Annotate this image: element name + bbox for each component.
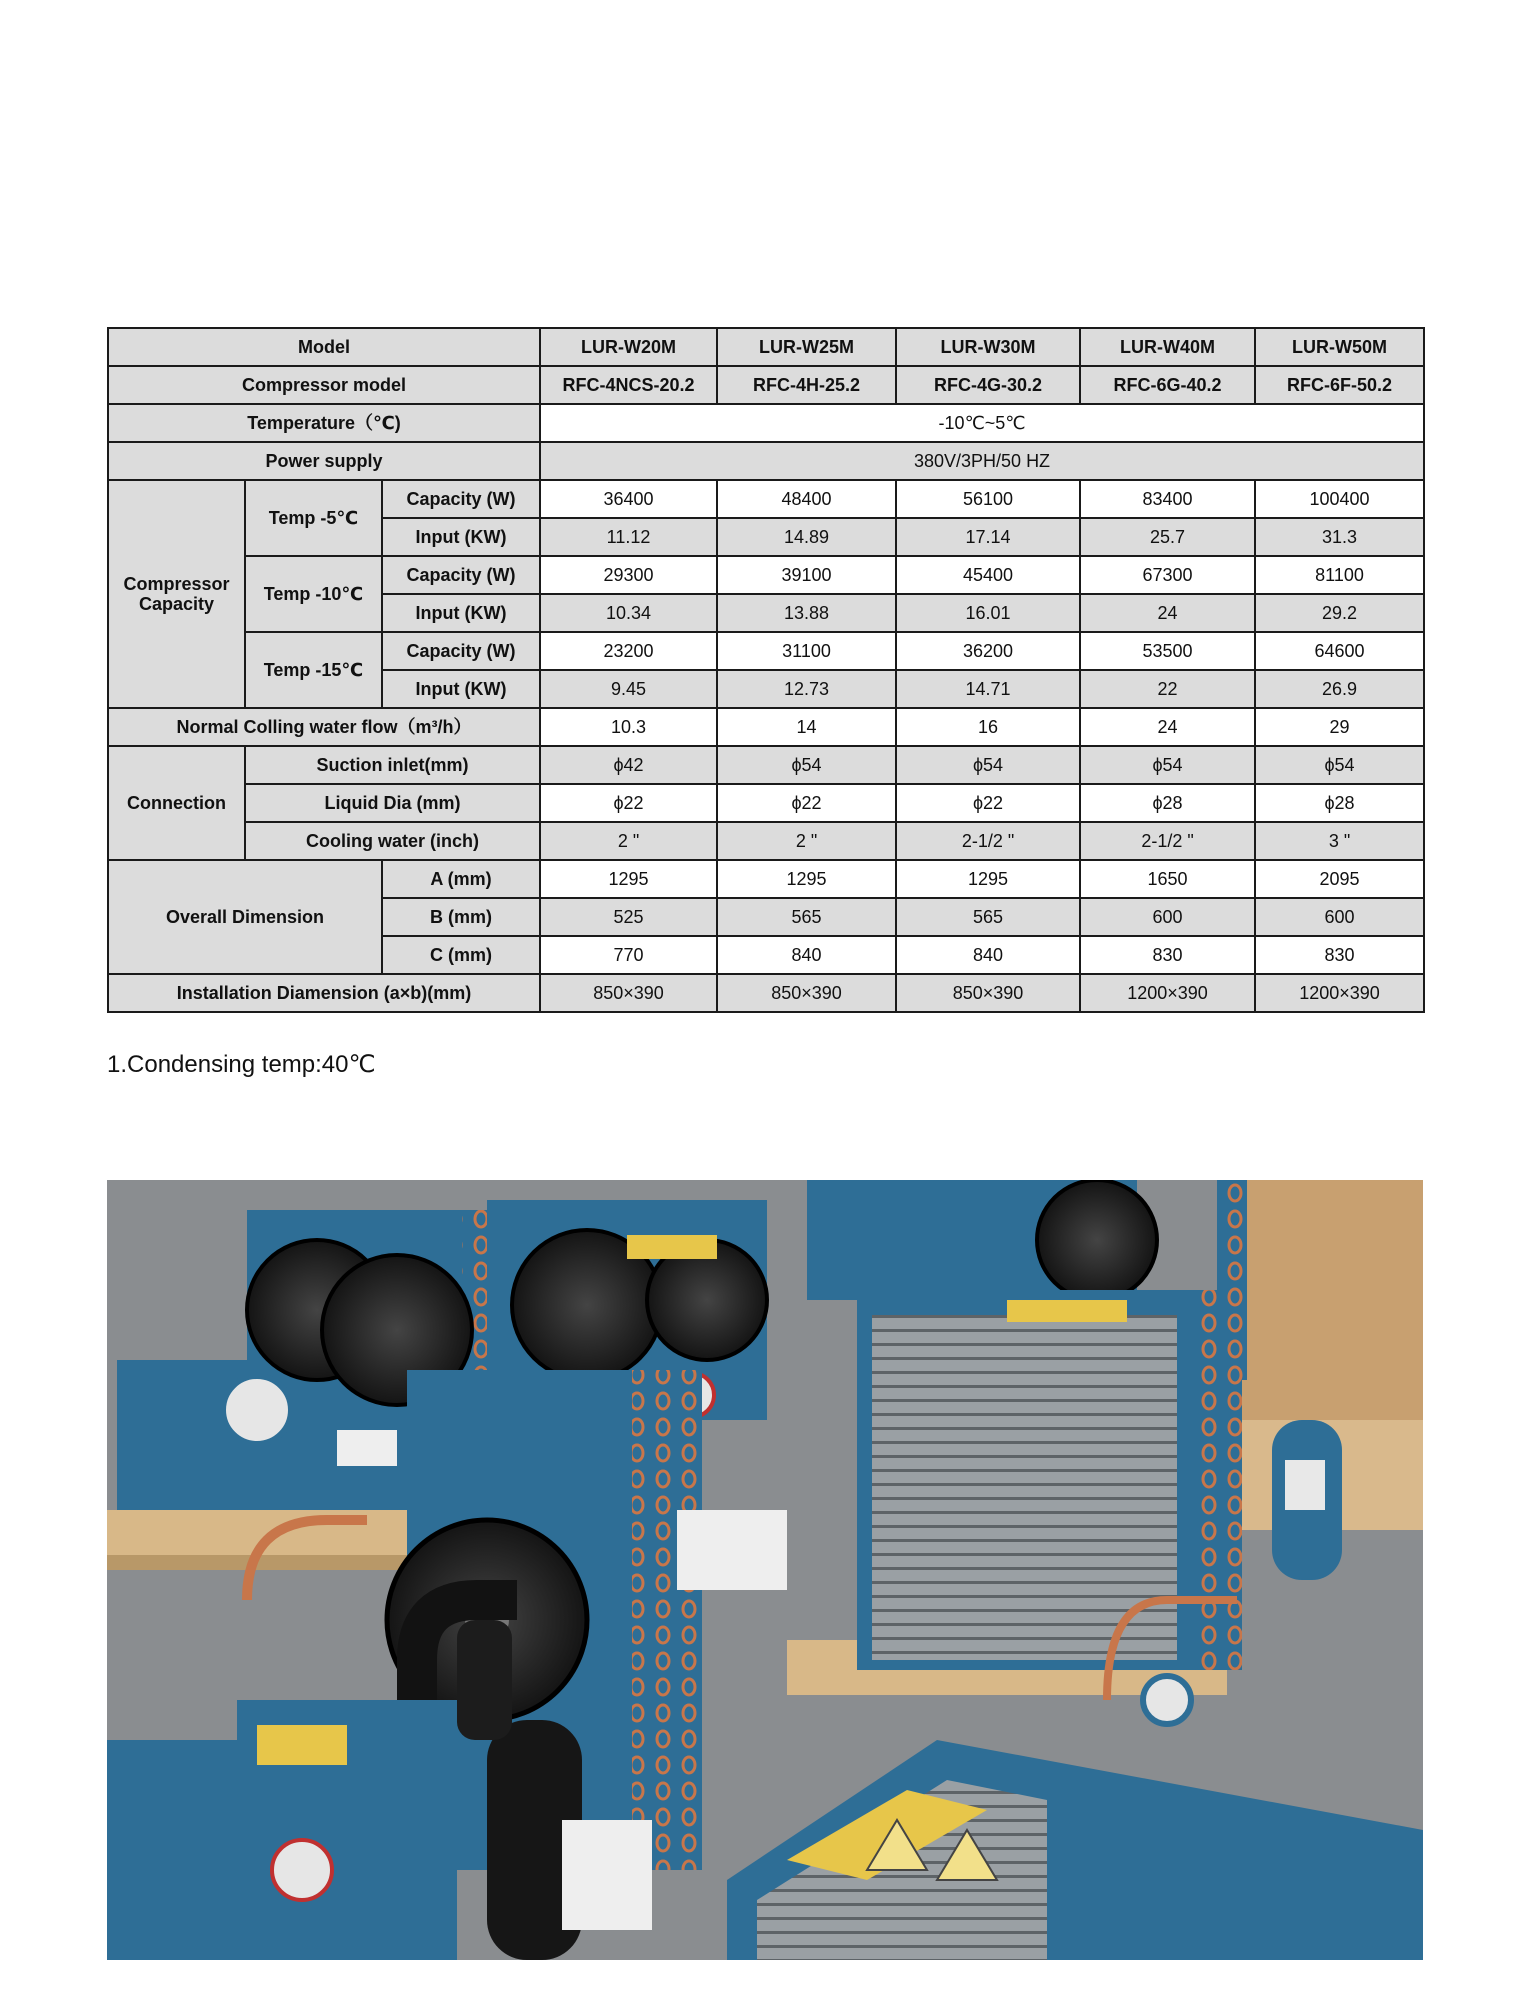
install-3: 850×390	[896, 974, 1080, 1012]
model-3: LUR-W30M	[896, 328, 1080, 366]
compressor-model-2: RFC-4H-25.2	[717, 366, 896, 404]
temp5-input-2: 14.89	[717, 518, 896, 556]
temp5-input-3: 17.14	[896, 518, 1080, 556]
cooling-3: 2-1/2 "	[896, 822, 1080, 860]
liquid-3: ϕ22	[896, 784, 1080, 822]
dim-c-5: 830	[1255, 936, 1424, 974]
temp5-input-1: 11.12	[540, 518, 717, 556]
temp10-capacity-2: 39100	[717, 556, 896, 594]
dim-a-2: 1295	[717, 860, 896, 898]
model-1: LUR-W20M	[540, 328, 717, 366]
label-cooling-water: Cooling water (inch)	[245, 822, 540, 860]
temp10-input-4: 24	[1080, 594, 1255, 632]
row-compressor-model	[108, 366, 1424, 404]
temp15-capacity-5: 64600	[1255, 632, 1424, 670]
label-capacity: Capacity (W)	[382, 480, 540, 518]
row-model	[108, 328, 1424, 366]
label-a: A (mm)	[382, 860, 540, 898]
temp5-capacity-5: 100400	[1255, 480, 1424, 518]
temperature-value: -10℃~5℃	[540, 404, 1424, 442]
install-4: 1200×390	[1080, 974, 1255, 1012]
temp10-input-3: 16.01	[896, 594, 1080, 632]
water-flow-2: 14	[717, 708, 896, 746]
suction-5: ϕ54	[1255, 746, 1424, 784]
suction-1: ϕ42	[540, 746, 717, 784]
label-temp-5: Temp -5℃	[245, 480, 382, 556]
label-power-supply: Power supply	[108, 442, 540, 480]
cooling-1: 2 "	[540, 822, 717, 860]
temp10-input-2: 13.88	[717, 594, 896, 632]
liquid-4: ϕ28	[1080, 784, 1255, 822]
compressor-model-3: RFC-4G-30.2	[896, 366, 1080, 404]
temp5-input-5: 31.3	[1255, 518, 1424, 556]
temp5-capacity-1: 36400	[540, 480, 717, 518]
dim-b-4: 600	[1080, 898, 1255, 936]
label-capacity: Capacity (W)	[382, 632, 540, 670]
temp15-input-3: 14.71	[896, 670, 1080, 708]
temp15-input-5: 26.9	[1255, 670, 1424, 708]
dim-c-4: 830	[1080, 936, 1255, 974]
condensing-units-photo	[107, 1180, 1423, 1960]
dim-b-5: 600	[1255, 898, 1424, 936]
label-c: C (mm)	[382, 936, 540, 974]
liquid-2: ϕ22	[717, 784, 896, 822]
water-flow-3: 16	[896, 708, 1080, 746]
water-flow-5: 29	[1255, 708, 1424, 746]
label-liquid: Liquid Dia (mm)	[245, 784, 540, 822]
suction-3: ϕ54	[896, 746, 1080, 784]
dim-b-2: 565	[717, 898, 896, 936]
temp10-input-5: 29.2	[1255, 594, 1424, 632]
row-water-flow	[108, 708, 1424, 746]
dim-c-1: 770	[540, 936, 717, 974]
label-water-flow: Normal Colling water flow（m³/h）	[108, 708, 540, 746]
temp15-input-4: 22	[1080, 670, 1255, 708]
temp5-input-4: 25.7	[1080, 518, 1255, 556]
dim-a-3: 1295	[896, 860, 1080, 898]
suction-4: ϕ54	[1080, 746, 1255, 784]
condensing-temp-note: 1.Condensing temp:40℃	[107, 1051, 376, 1078]
compressor-model-4: RFC-6G-40.2	[1080, 366, 1255, 404]
label-temperature: Temperature（℃)	[108, 404, 540, 442]
row-temp5-capacity	[108, 480, 1424, 518]
dim-a-5: 2095	[1255, 860, 1424, 898]
temp15-input-2: 12.73	[717, 670, 896, 708]
label-input: Input (KW)	[382, 670, 540, 708]
label-installation: Installation Diamension (a×b)(mm)	[108, 974, 540, 1012]
cooling-2: 2 "	[717, 822, 896, 860]
row-suction	[108, 746, 1424, 784]
temp15-input-1: 9.45	[540, 670, 717, 708]
temp10-input-1: 10.34	[540, 594, 717, 632]
install-2: 850×390	[717, 974, 896, 1012]
temp10-capacity-4: 67300	[1080, 556, 1255, 594]
row-installation	[108, 974, 1424, 1012]
cooling-5: 3 "	[1255, 822, 1424, 860]
label-compressor-capacity: Compressor Capacity	[108, 480, 245, 708]
label-input: Input (KW)	[382, 594, 540, 632]
temp15-capacity-3: 36200	[896, 632, 1080, 670]
label-input: Input (KW)	[382, 518, 540, 556]
install-1: 850×390	[540, 974, 717, 1012]
model-2: LUR-W25M	[717, 328, 896, 366]
temp10-capacity-3: 45400	[896, 556, 1080, 594]
label-connection: Connection	[108, 746, 245, 860]
water-flow-4: 24	[1080, 708, 1255, 746]
model-4: LUR-W40M	[1080, 328, 1255, 366]
label-temp-10: Temp -10℃	[245, 556, 382, 632]
label-compressor-model: Compressor model	[108, 366, 540, 404]
temp15-capacity-4: 53500	[1080, 632, 1255, 670]
row-dim-a	[108, 860, 1424, 898]
compressor-model-1: RFC-4NCS-20.2	[540, 366, 717, 404]
dim-b-1: 525	[540, 898, 717, 936]
label-suction: Suction inlet(mm)	[245, 746, 540, 784]
row-temperature	[108, 404, 1424, 442]
liquid-1: ϕ22	[540, 784, 717, 822]
liquid-5: ϕ28	[1255, 784, 1424, 822]
cooling-4: 2-1/2 "	[1080, 822, 1255, 860]
temp10-capacity-1: 29300	[540, 556, 717, 594]
row-liquid	[108, 784, 1424, 822]
row-temp10-capacity	[108, 556, 1424, 594]
install-5: 1200×390	[1255, 974, 1424, 1012]
compressor-model-5: RFC-6F-50.2	[1255, 366, 1424, 404]
temp15-capacity-2: 31100	[717, 632, 896, 670]
row-cooling-water	[108, 822, 1424, 860]
row-temp15-capacity	[108, 632, 1424, 670]
label-temp-15: Temp -15℃	[245, 632, 382, 708]
row-power-supply	[108, 442, 1424, 480]
spec-table	[107, 327, 1425, 1013]
label-b: B (mm)	[382, 898, 540, 936]
temp15-capacity-1: 23200	[540, 632, 717, 670]
dim-a-1: 1295	[540, 860, 717, 898]
model-5: LUR-W50M	[1255, 328, 1424, 366]
temp5-capacity-2: 48400	[717, 480, 896, 518]
dim-b-3: 565	[896, 898, 1080, 936]
condensing-units-illustration	[107, 1180, 1423, 1960]
label-overall-dimension: Overall Dimension	[108, 860, 382, 974]
water-flow-1: 10.3	[540, 708, 717, 746]
label-capacity: Capacity (W)	[382, 556, 540, 594]
label-model: Model	[108, 328, 540, 366]
temp5-capacity-3: 56100	[896, 480, 1080, 518]
dim-a-4: 1650	[1080, 860, 1255, 898]
suction-2: ϕ54	[717, 746, 896, 784]
temp10-capacity-5: 81100	[1255, 556, 1424, 594]
dim-c-2: 840	[717, 936, 896, 974]
temp5-capacity-4: 83400	[1080, 480, 1255, 518]
power-supply-value: 380V/3PH/50 HZ	[540, 442, 1424, 480]
dim-c-3: 840	[896, 936, 1080, 974]
